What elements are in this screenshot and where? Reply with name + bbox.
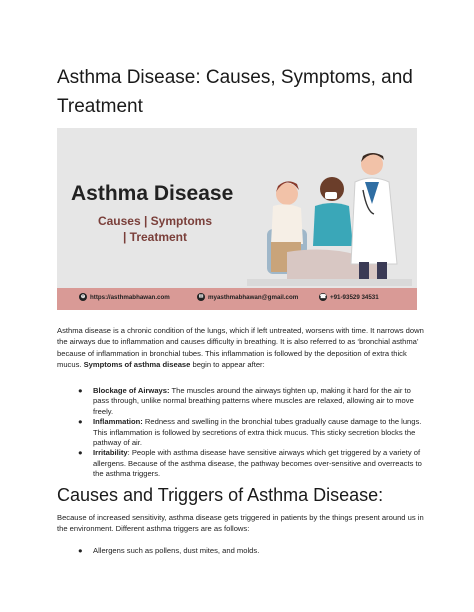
list-item <box>57 417 427 448</box>
mail-icon: ✉ <box>198 294 204 300</box>
symptom-term: Blockage of Airways: <box>93 386 170 395</box>
globe-icon: ⊕ <box>80 294 86 300</box>
trigger-text: Allergens such as pollens, dust mites, and molds. <box>93 546 260 555</box>
intro-tail: begin to appear after: <box>190 360 265 370</box>
bullet-icon: ● <box>78 417 83 427</box>
intro-text: Asthma disease is a chronic condition of the lungs, which if left untreated, worsens with time. It narrows down the airways due to inflammation and causes difficulty in breathing. It is also referred to as ‘bronchial asthma’ because of inflammation in bronchial tubes. This inflammation is followed by the deposition of extra thick mucus. <box>57 326 424 370</box>
list-item <box>57 448 427 479</box>
intro-paragraph <box>57 325 427 371</box>
symptom-text: The muscles around the airways tighten up, making it hard for the air to pass through, unlike normal breathing patterns where muscles are relaxed, allowing air to move freely. <box>93 386 414 416</box>
email-contact[interactable] <box>197 293 298 301</box>
phone-icon: ☎ <box>319 294 327 300</box>
triggers-list <box>57 546 427 556</box>
symptom-term: Irritability <box>93 448 128 458</box>
intro-bold: Symptoms of asthma disease <box>83 360 191 370</box>
banner-subheading: Causes | Symptoms | Treatment <box>97 214 213 244</box>
section-heading: Causes and Triggers of Asthma Disease: <box>57 485 384 505</box>
phone-text: +91-93529 34531 <box>330 293 379 301</box>
banner-heading: Asthma Disease <box>71 182 234 205</box>
banner-image <box>57 128 417 310</box>
website-text: https://asthmabhawan.com <box>90 293 170 301</box>
phone-contact[interactable] <box>319 293 379 301</box>
section-paragraph: Because of increased sensitivity, asthma disease gets triggered in patients by the things present around us in the environment. Different asthma triggers are as follows: <box>57 513 424 534</box>
doctor-patient-illustration <box>247 134 412 286</box>
list-item <box>57 386 427 417</box>
email-text: myasthmabhawan@gmail.com <box>208 293 299 301</box>
page-title: Asthma Disease: Causes, Symptoms, and Treatment <box>57 67 413 117</box>
banner-contact-bar <box>57 288 417 310</box>
list-item <box>57 546 427 556</box>
bullet-icon: ● <box>78 448 83 458</box>
symptom-text: : People with asthma disease have sensitive airways which get triggered by a variety of allergens. Because of the asthma disease, the pathway becomes over-sensitive and overreacts to the asthma triggers. <box>93 448 422 479</box>
website-contact[interactable] <box>79 293 170 301</box>
bullet-icon: ● <box>78 546 83 555</box>
bullet-icon: ● <box>78 386 83 395</box>
symptom-text: Redness and swelling in the bronchial tubes gradually cause damage to the lungs. This inflammation is followed by secretions of extra thick mucus. This sticky secretion blocks the pathway of air. <box>93 417 422 448</box>
symptom-term: Inflammation: <box>93 417 143 427</box>
symptoms-list <box>57 386 427 480</box>
